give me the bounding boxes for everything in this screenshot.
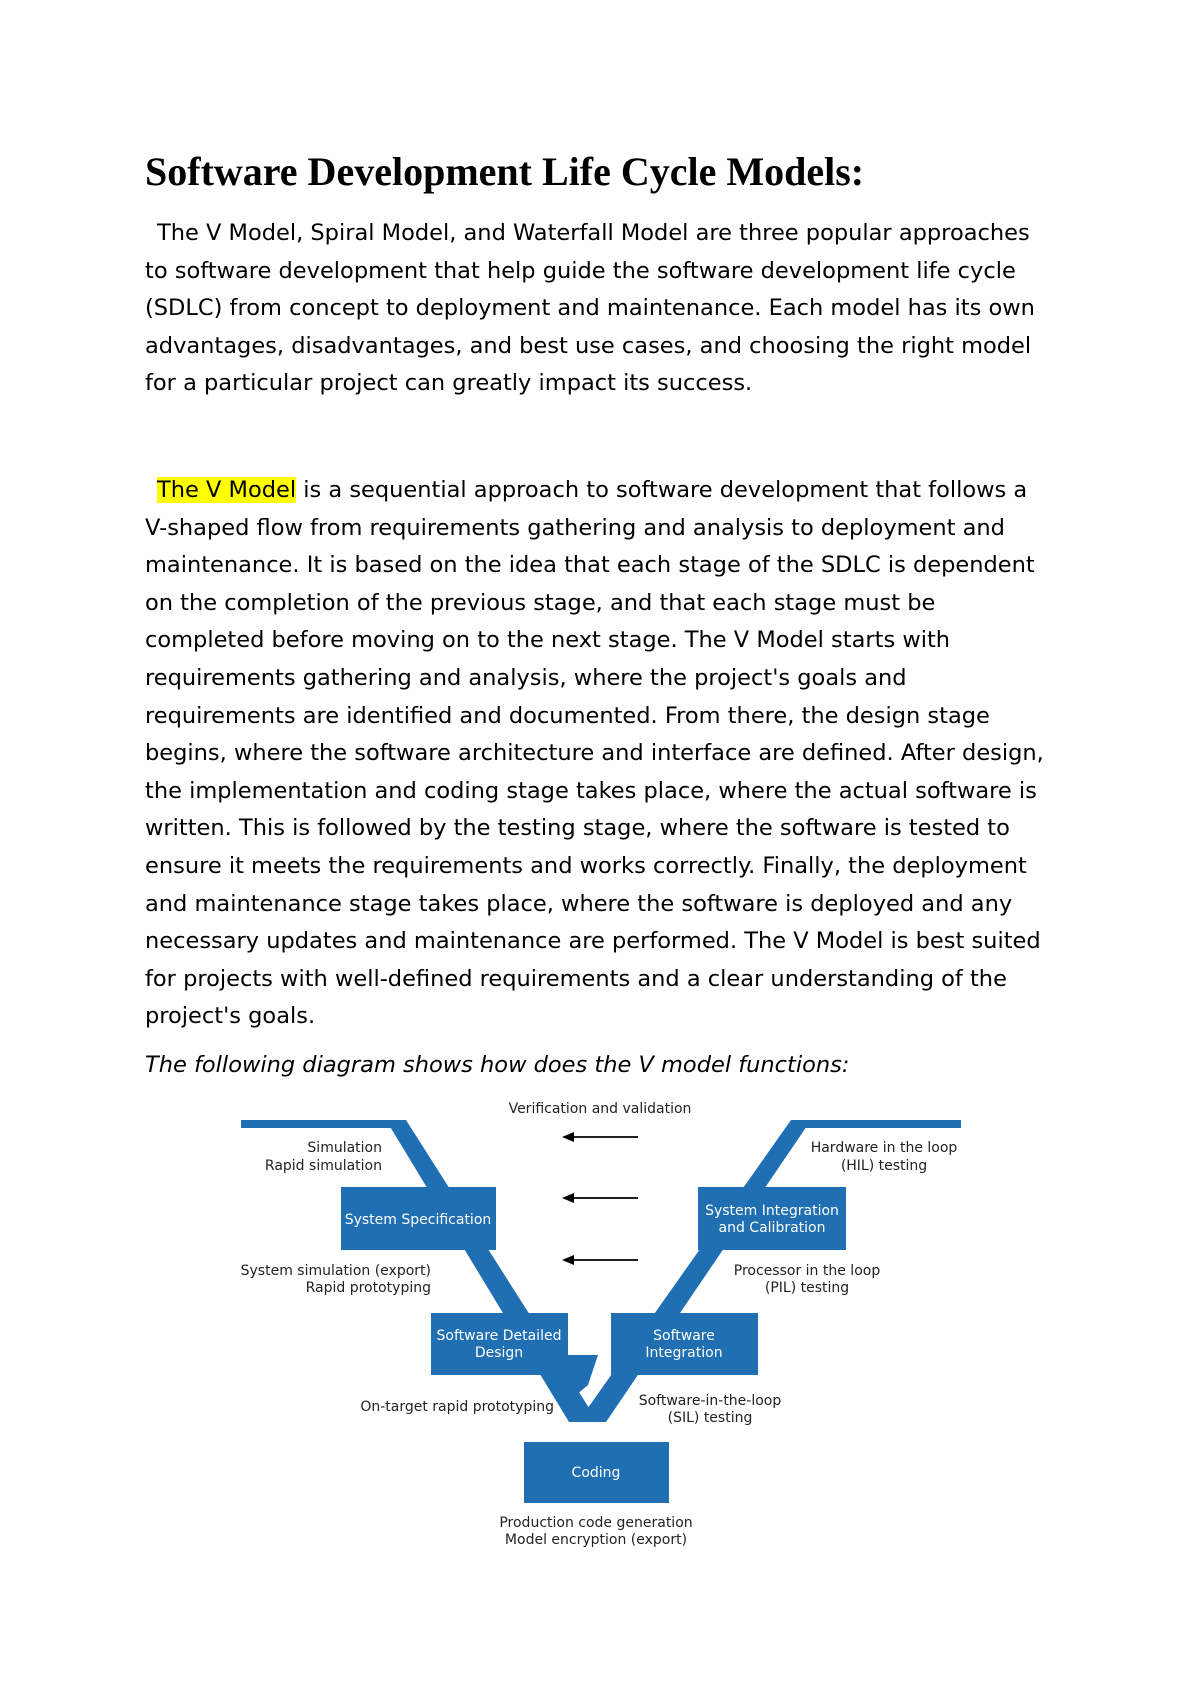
hil-label: Hardware in the loop (810, 1140, 958, 1156)
vmodel-line: maintenance. It is based on the idea that each stage of the SDLC is dependent (145, 552, 1035, 579)
intro-line: for a particular project can greatly impact its success. (145, 370, 753, 397)
vmodel-line: and maintenance stage takes place, where the software is deployed and any (145, 890, 1013, 917)
vmodel-line: the implementation and coding stage takes place, where the actual software is (145, 777, 1037, 804)
hil-label: (HIL) testing (840, 1158, 928, 1174)
system-simulation-label: Rapid prototyping (305, 1280, 431, 1296)
box-sw-integration (611, 1313, 758, 1375)
sys-integration-label: and Calibration (718, 1220, 826, 1236)
right-top-bar (791, 1120, 961, 1128)
vmodel-line: project's goals. (145, 1003, 316, 1030)
on-target-label: On-target rapid prototyping (360, 1399, 554, 1415)
vmodel-highlight: The V Model (157, 477, 297, 503)
vmodel-line: requirements gathering and analysis, where the project's goals and (145, 664, 907, 691)
sil-label: Software-in-the-loop (638, 1393, 782, 1409)
vmodel-paragraph (145, 472, 1075, 1036)
v-model-diagram (236, 1100, 966, 1560)
vmodel-line: begins, where the software architecture and interface are defined. After design, (145, 740, 1044, 767)
arrow-head (562, 1255, 574, 1265)
vmodel-line: completed before moving on to the next stage. The V Model starts with (145, 627, 951, 654)
box-coding (524, 1442, 669, 1503)
vmodel-line: necessary updates and maintenance are performed. The V Model is best suited (145, 928, 1041, 955)
simulation-label: Rapid simulation (264, 1158, 382, 1174)
intro-line: (SDLC) from concept to deployment and maintenance. Each model has its own (145, 295, 1035, 322)
vmodel-line (145, 472, 1075, 510)
vmodel-line: for projects with well-defined requirements and a clear understanding of the (145, 965, 1007, 992)
sw-detailed-design-label: Software Detailed (436, 1328, 562, 1344)
vmodel-line: written. This is followed by the testing stage, where the software is tested to (145, 815, 1010, 842)
intro-paragraph (145, 215, 1075, 403)
sw-integration-label: Integration (645, 1345, 723, 1361)
vmodel-line: V-shaped flow from requirements gathering and analysis to deployment and (145, 514, 1005, 541)
pil-label: (PIL) testing (764, 1280, 850, 1296)
vmodel-line-rest: is a sequential approach to software development that follows a (296, 477, 1028, 503)
box-sys-integration (698, 1187, 846, 1250)
intro-line: advantages, disadvantages, and best use cases, and choosing the right model (145, 332, 1032, 359)
diagram-caption: The following diagram shows how does the V model functions: (145, 1052, 850, 1078)
verification-header: Verification and validation (508, 1101, 692, 1117)
left-top-bar (241, 1120, 401, 1128)
vmodel-line: requirements are identified and documented. From there, the design stage (145, 702, 990, 729)
box-system-spec (341, 1187, 496, 1250)
arrow-head (562, 1193, 574, 1203)
pil-label: Processor in the loop (733, 1263, 881, 1279)
sys-integration-label: System Integration (705, 1203, 839, 1219)
sw-detailed-design-label: Design (474, 1345, 524, 1361)
sil-label: (SIL) testing (667, 1410, 753, 1426)
simulation-label: Simulation (307, 1140, 382, 1156)
arrow-head (562, 1132, 574, 1142)
production-label: Production code generation (499, 1515, 693, 1531)
vmodel-line: on the completion of the previous stage, and that each stage must be (145, 589, 936, 616)
vmodel-line: ensure it meets the requirements and works correctly. Finally, the deployment (145, 852, 1027, 879)
bottom-labels (499, 1515, 692, 1548)
box-sw-detailed-design (431, 1313, 568, 1375)
intro-line: The V Model, Spiral Model, and Waterfall Model are three popular approaches (157, 220, 1030, 246)
production-label: Model encryption (export) (504, 1532, 688, 1548)
system-spec-label: System Specification (344, 1212, 492, 1228)
intro-line: to software development that help guide the software development life cycle (145, 257, 1016, 284)
verification-arrows (562, 1132, 638, 1265)
system-simulation-label: System simulation (export) (240, 1263, 431, 1279)
sw-integration-label: Software (653, 1328, 715, 1344)
coding-label: Coding (571, 1465, 621, 1481)
document-title: Software Development Life Cycle Models: (145, 149, 865, 194)
